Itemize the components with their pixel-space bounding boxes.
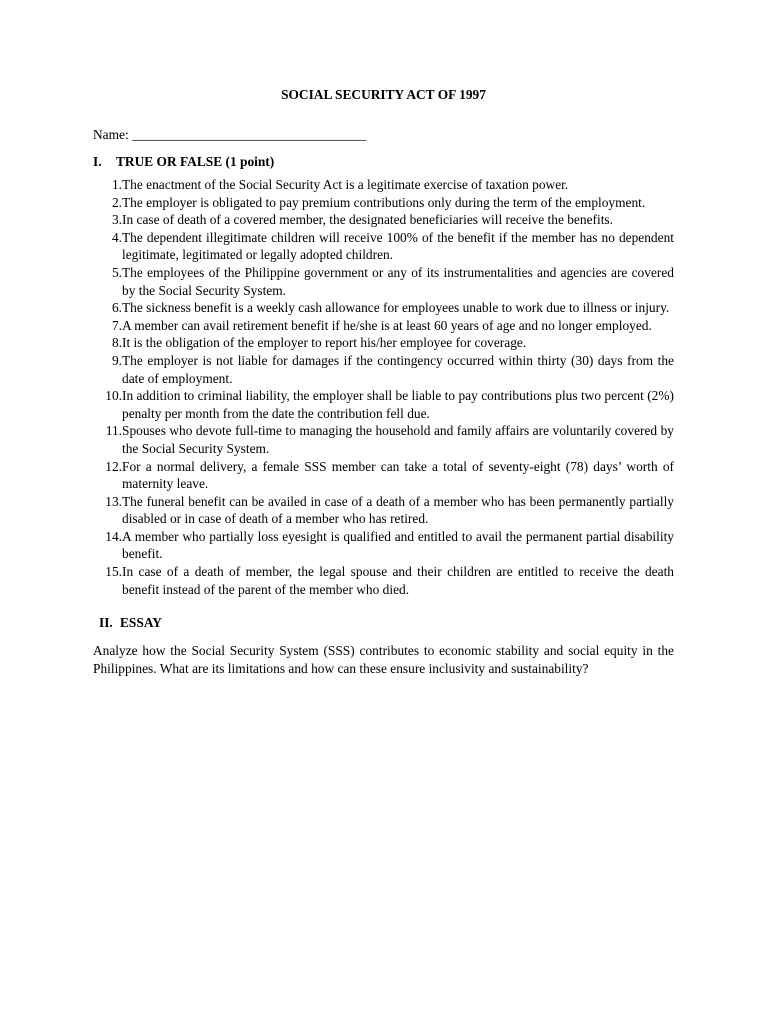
document-title: SOCIAL SECURITY ACT OF 1997 <box>281 87 486 102</box>
item-statement: The employer is not liable for damages if the contingency occurred within thirty (30) days from the date of employment. <box>122 352 674 386</box>
item-number-label: 7. <box>111 317 122 333</box>
item-number <box>93 229 122 247</box>
item-statement: A member can avail retirement benefit if he/she is at least 60 years of age and no longer employed. <box>122 317 652 333</box>
list-item <box>93 528 674 563</box>
item-number-label: 14. <box>105 528 122 544</box>
item-number <box>93 458 122 476</box>
item-number-label: 2. <box>111 194 122 210</box>
item-number-label: 1. <box>111 177 122 192</box>
item-statement: The employer is obligated to pay premium contributions only during the term of the employment. <box>122 194 646 210</box>
essay-prompt: Analyze how the Social Security System (SSS) contributes to economic stability and social equity in the Philippines. What are its limitations and how can these ensure inclusivity and sustainability? <box>93 643 674 676</box>
list-item <box>93 458 674 493</box>
item-number-label: 10. <box>105 388 122 404</box>
item-statement: In case of a death of member, the legal spouse and their children are entitled to receive the death benefit instead of the parent of the member who died. <box>122 564 674 597</box>
true-false-list <box>93 176 674 598</box>
section-title: TRUE OR FALSE (1 point) <box>116 154 275 169</box>
section-heading-true-false <box>93 153 674 171</box>
document-page <box>93 86 674 677</box>
item-number-label: 15. <box>105 564 122 580</box>
item-number <box>93 352 122 370</box>
list-item <box>93 176 674 194</box>
item-statement: The employees of the Philippine government or any of its instrumentalities and agencies are covered by the Social Security System. <box>122 264 674 298</box>
item-statement: The dependent illegitimate children will receive 100% of the benefit if the member has no dependent legitimate, legitimated or legally adopted children. <box>122 229 674 263</box>
list-item <box>93 387 674 422</box>
item-number-label: 3. <box>111 212 122 228</box>
item-statement: The enactment of the Social Security Act is a legitimate exercise of taxation power. <box>122 177 569 192</box>
item-number <box>93 299 122 317</box>
list-item <box>93 334 674 352</box>
item-number <box>93 194 122 212</box>
item-number <box>93 493 122 511</box>
section-heading-essay <box>93 614 674 632</box>
item-number-label: 5. <box>111 264 122 280</box>
item-number <box>93 176 122 194</box>
list-item <box>93 422 674 457</box>
item-number <box>93 334 122 352</box>
section-number: I. <box>93 154 102 169</box>
item-statement: A member who partially loss eyesight is qualified and entitled to avail the permanent partial disability benefit. <box>122 528 674 562</box>
name-field-label: Name: ___________________________________ <box>93 127 367 142</box>
item-statement: It is the obligation of the employer to report his/her employee for coverage. <box>122 335 527 351</box>
list-item <box>93 493 674 528</box>
item-number-label: 8. <box>111 335 122 351</box>
item-statement: The funeral benefit can be availed in case of a death of a member who has been permanently partially disabled or in case of death of a member who has retired. <box>122 493 674 527</box>
item-number <box>93 211 122 229</box>
item-statement: In case of death of a covered member, the designated beneficiaries will receive the benefits. <box>122 212 613 228</box>
list-item <box>93 352 674 387</box>
item-number-label: 12. <box>105 458 122 474</box>
item-statement: Spouses who devote full-time to managing the household and family affairs are voluntarily covered by the Social Security System. <box>122 423 674 456</box>
item-number <box>93 422 122 440</box>
item-number-label: 11. <box>105 423 122 439</box>
list-item <box>93 563 674 598</box>
item-number <box>93 317 122 335</box>
item-number <box>93 563 122 581</box>
item-number-label: 13. <box>105 493 122 509</box>
list-item <box>93 317 674 335</box>
list-item <box>93 229 674 264</box>
list-item <box>93 211 674 229</box>
item-statement: In addition to criminal liability, the employer shall be liable to pay contributions plus two percent (2%) penalty per month from the date the contribution fell due. <box>122 388 674 421</box>
list-item <box>93 299 674 317</box>
list-item <box>93 264 674 299</box>
item-number-label: 4. <box>111 229 122 245</box>
item-statement: For a normal delivery, a female SSS member can take a total of seventy-eight (78) days’ worth of maternity leave. <box>122 458 674 492</box>
section-title: ESSAY <box>120 615 162 631</box>
item-number <box>93 264 122 282</box>
list-item <box>93 194 674 212</box>
item-number-label: 6. <box>111 300 122 316</box>
section-number: II. <box>99 615 113 631</box>
item-number-label: 9. <box>111 352 122 368</box>
item-number <box>93 528 122 546</box>
item-number <box>93 387 122 405</box>
item-statement: The sickness benefit is a weekly cash allowance for employees unable to work due to illness or injury. <box>122 300 670 316</box>
